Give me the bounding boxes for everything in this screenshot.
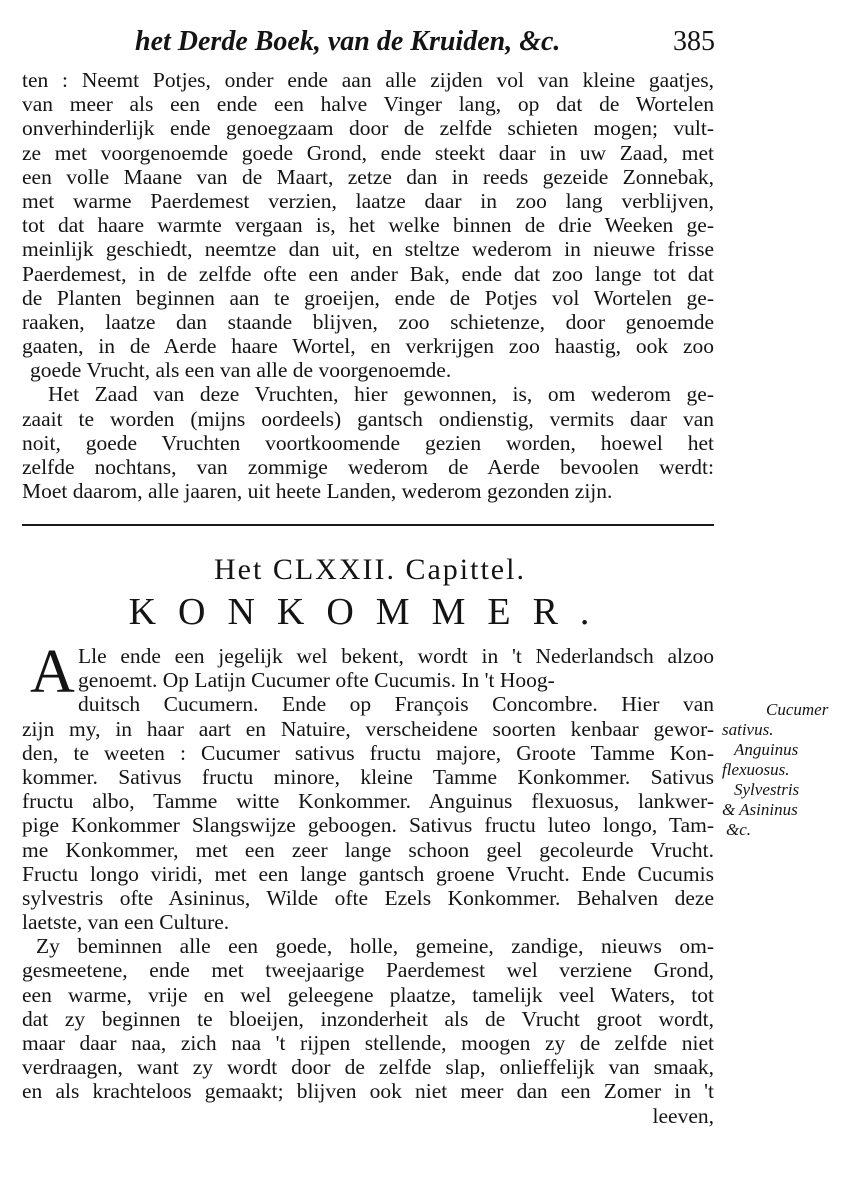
- text-line: onverhinderlijk ende genoegzaam door de zelfde schieten mogen; vult-: [22, 116, 714, 141]
- margin-note: Cucumer: [766, 700, 829, 719]
- text-line: pige Konkommer Slangswijze geboogen. Sativus fructu luteo longo, Tam-: [22, 813, 714, 838]
- text-line: een volle Maane van de Maart, zetze dan in reeds gezeide Zonnebak,: [22, 164, 714, 189]
- text-line: maar daar naa, zich naa 't rijpen stellende, moogen zy de zelfde niet: [22, 1031, 714, 1055]
- text-line: kommer. Sativus fructu minore, kleine Tamme Konkommer. Sativus: [22, 764, 714, 789]
- text-line: een warme, vrije en wel geleegene plaatze, tamelijk veel Waters, tot: [22, 982, 714, 1007]
- chapter-text: [22, 638, 714, 1128]
- text-line: zelfde nochtans, van zommige wederom de Aerde bevoolen werdt:: [22, 455, 714, 479]
- text-line: Paerdemest, in de zelfde ofte een ander Bak, ende dat zoo lange tot dat: [22, 261, 714, 286]
- text-line: gesmeetene, ende met tweejaarige Paerdemest wel verziene Grond,: [22, 958, 714, 983]
- text-line: leeven,: [652, 1103, 714, 1128]
- margin-note: Sylvestris: [734, 780, 800, 799]
- text-line: en als krachteloos gemaakt; blijven ook niet meer dan een Zomer in 't: [22, 1079, 714, 1104]
- text-line: gaaten, in de Aerde haare Wortel, en verkrijgen zoo haastig, ook zoo: [22, 334, 714, 359]
- text-line: Lle ende een jegelijk wel bekent, wordt in 't Nederlandsch alzoo: [78, 644, 714, 668]
- section-divider: [22, 524, 714, 526]
- text-line: zijn my, in haar aart en Natuire, verscheidene soorten kenbaar gewor-: [22, 716, 714, 741]
- margin-note: Anguinus: [734, 740, 799, 759]
- text-line: Zy beminnen alle een goede, holle, gemeine, zandige, nieuws om-: [36, 934, 714, 959]
- text-line: ze met voorgenoemde goede Grond, ende steekt daar in uw Zaad, met: [22, 140, 714, 165]
- running-header: [135, 22, 715, 62]
- text-line: zaait te worden (mijns oordeels) gantsch ondienstig, vermits daar van: [22, 406, 714, 431]
- text-line: van meer als een ende een halve Vinger lang, op dat de Wortelen: [22, 92, 714, 117]
- text-line: Moet daarom, alle jaaren, uit heete Landen, wederom gezonden zijn.: [22, 479, 613, 504]
- text-line: duitsch Cucumern. Ende op François Concombre. Hier van: [78, 692, 714, 717]
- text-line: goede Vrucht, als een van alle de voorgenoemde.: [30, 358, 452, 383]
- text-line: meinlijk geschiedt, neemtze dan uit, en steltze wederom in nieuwe frisse: [22, 237, 714, 262]
- text-line: dat zy beginnen te bloeijen, inzonderheit als de Vrucht groot wordt,: [22, 1006, 714, 1031]
- margin-note: flexuosus.: [722, 760, 790, 779]
- text-line: genoemt. Op Latijn Cucumer ofte Cucumis. In 't Hoog-: [78, 668, 555, 693]
- text-line: laetste, van een Culture.: [22, 910, 230, 935]
- margin-note: &c.: [726, 820, 752, 839]
- drop-cap: A: [30, 638, 75, 706]
- running-title: het Derde Boek, van de Kruiden, &c.: [135, 26, 561, 57]
- text-line: met warme Paerdemest verzien, laatze daar in zoo lang verblijven,: [22, 188, 714, 213]
- text-line: noit, goede Vruchten voortkoomende gezien worden, hoewel het: [22, 430, 714, 455]
- continued-text: [22, 68, 714, 503]
- text-line: ten : Neemt Potjes, onder ende aan alle zijden vol van kleine gaatjes,: [22, 68, 714, 92]
- text-line: sylvestris ofte Asininus, Wilde ofte Ezels Konkommer. Behalven deze: [22, 885, 714, 910]
- text-line: raaken, laatze dan staande blijven, zoo schietenze, door genoemde: [22, 309, 714, 334]
- text-line: Het Zaad van deze Vruchten, hier gewonnen, is, om wederom ge-: [48, 382, 714, 407]
- text-line: fructu albo, Tamme witte Konkommer. Anguinus flexuosus, lankwer-: [22, 789, 714, 814]
- chapter-heading: Het CLXXII. Capittel.: [214, 553, 526, 586]
- text-line: tot dat haare warmte vergaan is, het welke binnen de drie Weeken ge-: [22, 213, 714, 238]
- chapter-title: KONKOMMER.: [128, 591, 612, 633]
- text-line: me Konkommer, met een zeer lange schoon geel gecoleurde Vrucht.: [22, 837, 714, 862]
- margin-note: & Asininus: [722, 800, 798, 819]
- page-number: 385: [673, 26, 715, 57]
- text-line: Fructu longo viridi, met een lange gantsch groene Vrucht. Ende Cucumis: [22, 861, 714, 886]
- text-line: de Planten beginnen aan te groeijen, ende de Potjes vol Wortelen ge-: [22, 285, 714, 310]
- text-line: den, te weeten : Cucumer sativus fructu majore, Groote Tamme Kon-: [22, 740, 714, 765]
- text-line: verdraagen, want zy wordt door de zelfde slap, onlieffelijk van smaak,: [22, 1055, 714, 1080]
- margin-notes: [722, 700, 840, 840]
- margin-note: sativus.: [722, 720, 774, 739]
